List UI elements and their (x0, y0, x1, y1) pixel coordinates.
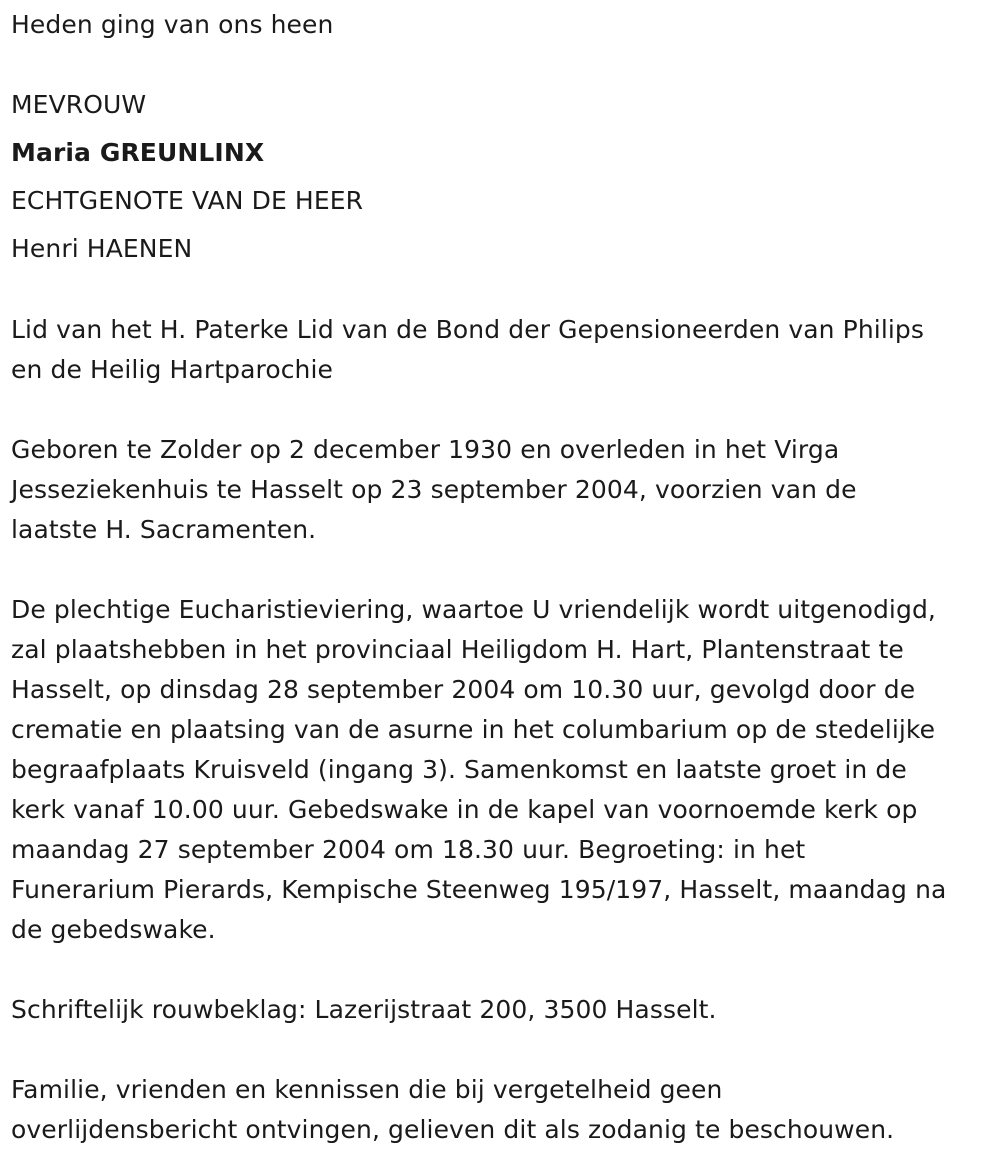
ceremony-line: maandag 27 september 2004 om 18.30 uur. Begroeting: in het (11, 835, 806, 864)
relation-text: ECHTGENOTE VAN DE HEER (11, 186, 364, 215)
deceased-name: Maria GREUNLINX (11, 138, 265, 167)
intro-text: Heden ging van ons heen (11, 10, 334, 39)
spouse-name: Henri HAENEN (11, 234, 193, 263)
birth-death-paragraph (11, 430, 996, 550)
ceremony-line: begraafplaats Kruisveld (ingang 3). Samenkomst en laatste groet in de (11, 755, 907, 784)
ceremony-line: Funerarium Pierards, Kempische Steenweg 195/197, Hasselt, maandag na (11, 875, 947, 904)
ceremony-paragraph (11, 590, 996, 950)
ceremony-line: crematie en plaatsing van de asurne in het columbarium op de stedelijke (11, 715, 936, 744)
ceremony-line: Hasselt, op dinsdag 28 september 2004 om 10.30 uur, gevolgd door de (11, 675, 916, 704)
ceremony-line: de gebedswake. (11, 915, 216, 944)
ceremony-line: zal plaatshebben in het provinciaal Heiligdom H. Hart, Plantenstraat te (11, 635, 904, 664)
birth-death-line: laatste H. Sacramenten. (11, 515, 317, 544)
birth-death-line: Geboren te Zolder op 2 december 1930 en overleden in het Virga (11, 435, 840, 464)
condolence-address: Schriftelijk rouwbeklag: Lazerijstraat 200, 3500 Hasselt. (11, 995, 717, 1024)
ceremony-line: De plechtige Eucharistieviering, waartoe U vriendelijk wordt uitgenodigd, (11, 595, 936, 624)
membership-paragraph (11, 310, 996, 390)
birth-death-line: Jesseziekenhuis te Hasselt op 23 september 2004, voorzien van de (11, 475, 857, 504)
closing-paragraph (11, 1070, 996, 1150)
membership-line: Lid van het H. Paterke Lid van de Bond der Gepensioneerden van Philips (11, 315, 925, 344)
salutation: MEVROUW (11, 90, 147, 119)
closing-line: Familie, vrienden en kennissen die bij vergetelheid geen (11, 1075, 723, 1104)
ceremony-line: kerk vanaf 10.00 uur. Gebedswake in de kapel van voornoemde kerk op (11, 795, 918, 824)
closing-line: overlijdensbericht ontvingen, gelieven dit als zodanig te beschouwen. (11, 1115, 895, 1144)
membership-line: en de Heilig Hartparochie (11, 355, 334, 384)
